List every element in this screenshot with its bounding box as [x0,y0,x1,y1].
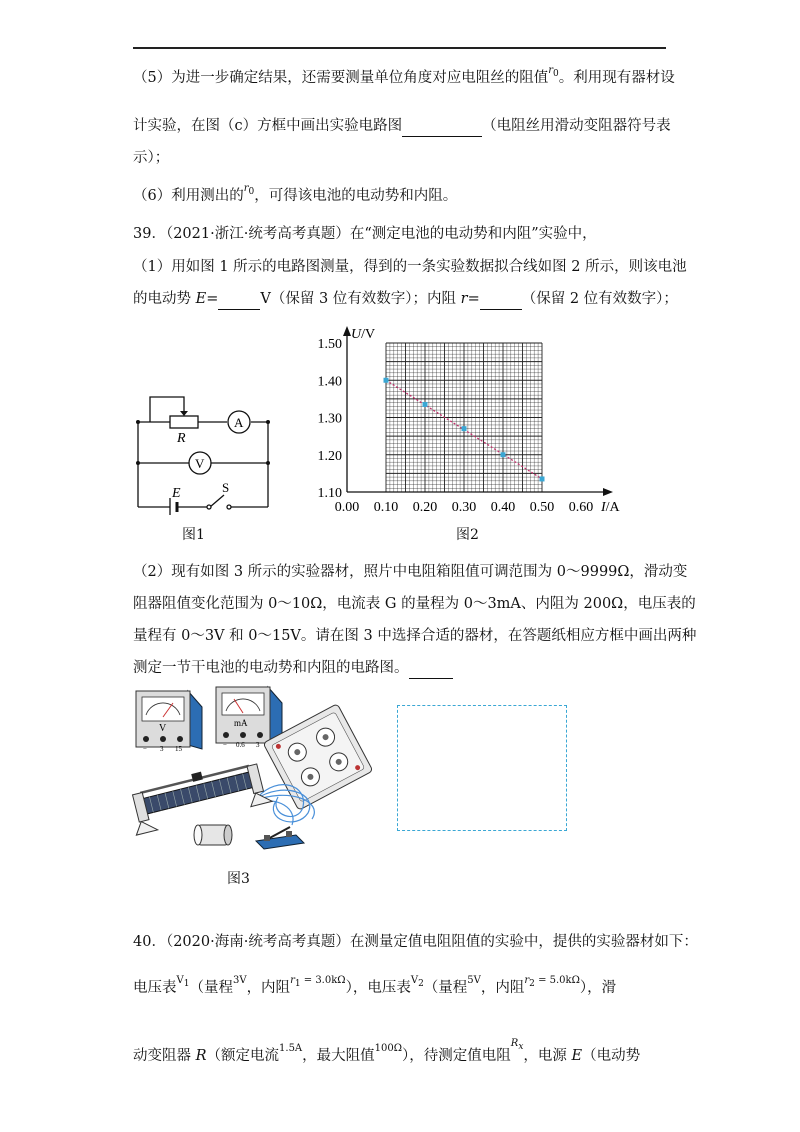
label-E: E [172,486,181,501]
x-tick-label: 0.10 [373,500,399,515]
figure-2-caption: 图2 [456,527,479,543]
svg-text:3: 3 [160,745,164,753]
q39-p1-line1: （1）用如图 1 所示的电路图测量，得到的一条实验数据拟合线如图 2 所示，则该电池 [133,259,687,275]
svg-text:3: 3 [256,741,260,749]
data-point [501,452,506,457]
q39-p2-line1: （2）现有如图 3 所示的实验器材，照片中电阻箱阻值可调范围为 0～9999Ω，滑动变 [133,564,688,580]
label-R: R [177,431,186,446]
ammeter-letter: mA [234,718,248,728]
q38-p6-line: （6）利用测出的$^{r0}$，可得该电池的电动势和内阻。 [133,183,458,204]
q40-line1: 电压表$^{V1}$（量程$^{3V}$，内阻$^{r1 = 3.0k\Omega}$），电压表$^{V2}$（量程$^{5V}$，内阻$^{r2 = 5.0k\Omega}$），滑 [133,975,617,996]
y-tick-label: 1.10 [317,486,342,501]
svg-text:−: − [223,741,227,749]
x-axis-label: I/A [601,500,620,515]
q39-heading: 39．（2021·浙江·统考高考真题）在“测定电池的电动势和内阻”实验中， [133,226,597,242]
data-point [384,378,389,383]
switch-illustration [256,827,304,849]
figure-3-caption: 图3 [227,871,250,887]
label-V: V [195,456,205,471]
svg-text:0.6: 0.6 [236,741,245,749]
x-tick-label: 0.50 [529,500,555,515]
answer-blank[interactable] [402,116,482,137]
q40-heading: 40．（2020·海南·统考高考真题）在测量定值电阻阻值的实验中，提供的实验器材如下： [133,934,698,950]
y-tick-label: 1.50 [317,337,342,352]
resistance-blank[interactable] [480,289,522,310]
chart-tick-labels [318,327,621,515]
svg-text:15: 15 [175,745,182,753]
answer-box[interactable] [397,705,567,831]
emf-blank[interactable] [218,289,260,310]
rheostat-illustration [128,757,272,836]
voltmeter-illustration [136,691,202,753]
circuit-answer-blank[interactable] [409,658,453,679]
q38-p5-line3: 示）； [133,150,170,166]
data-point [462,426,467,431]
x-tick-label: 0.40 [490,500,516,515]
figure-2-chart [300,320,630,520]
y-axis-label: U/V [351,327,376,342]
q39-p2-line2: 阻器阻值变化范围为 0～10Ω，电流表 G 的量程为 0～3mA、内阻为 200Ω，电压表的 [133,596,696,612]
label-S: S [222,480,230,495]
x-axis-arrow [603,488,613,496]
data-point [423,402,428,407]
q38-p5-line2: 计实验，在图（c）方框中画出实验电路图 （电阻丝用滑动变阻器符号表 [133,116,671,137]
figure-3-equipment [128,685,388,860]
y-tick-label: 1.20 [317,448,342,464]
y-axis-arrow [343,326,351,336]
y-tick-label: 1.40 [317,374,342,390]
figure-1-caption: 图1 [182,527,205,543]
x-tick-label: 0.20 [412,500,438,515]
label-A: A [234,415,244,430]
chart-grid [386,343,542,492]
header-rule [133,47,666,49]
y-tick-label: 1.30 [317,411,342,427]
q40-line2: 动变阻器 R（额定电流$^{1.5A}$，最大阻值$^{100\Omega}$），待测定值电阻$^{Rx}$，电源 E（电动势 [133,1038,641,1064]
q38-p5-line1: （5）为进一步确定结果，还需要测量单位角度对应电阻丝的阻值$^{r0}$。利用现有器材设 [133,65,675,86]
voltmeter-letter: V [159,723,167,734]
battery-illustration [194,825,232,845]
data-point [540,476,545,481]
q39-p2-line3: 量程有 0～3V 和 0～15V。请在图 3 中选择合适的器材，在答题纸相应方框中画出两种 [133,628,697,644]
x-tick-label: 0.00 [334,500,360,515]
x-tick-label: 0.30 [451,500,477,515]
svg-text:−: − [143,745,147,753]
x-tick-label: 0.60 [568,500,594,515]
figure-1-circuit [130,385,280,515]
q39-p1-line2: 的电动势 E= V（保留 3 位有效数字）；内阻 r= （保留 2 位有效数字）； [133,289,678,310]
q39-p2-line4: 测定一节干电池的电动势和内阻的电路图。 [133,658,453,679]
chart-axes [343,326,613,496]
